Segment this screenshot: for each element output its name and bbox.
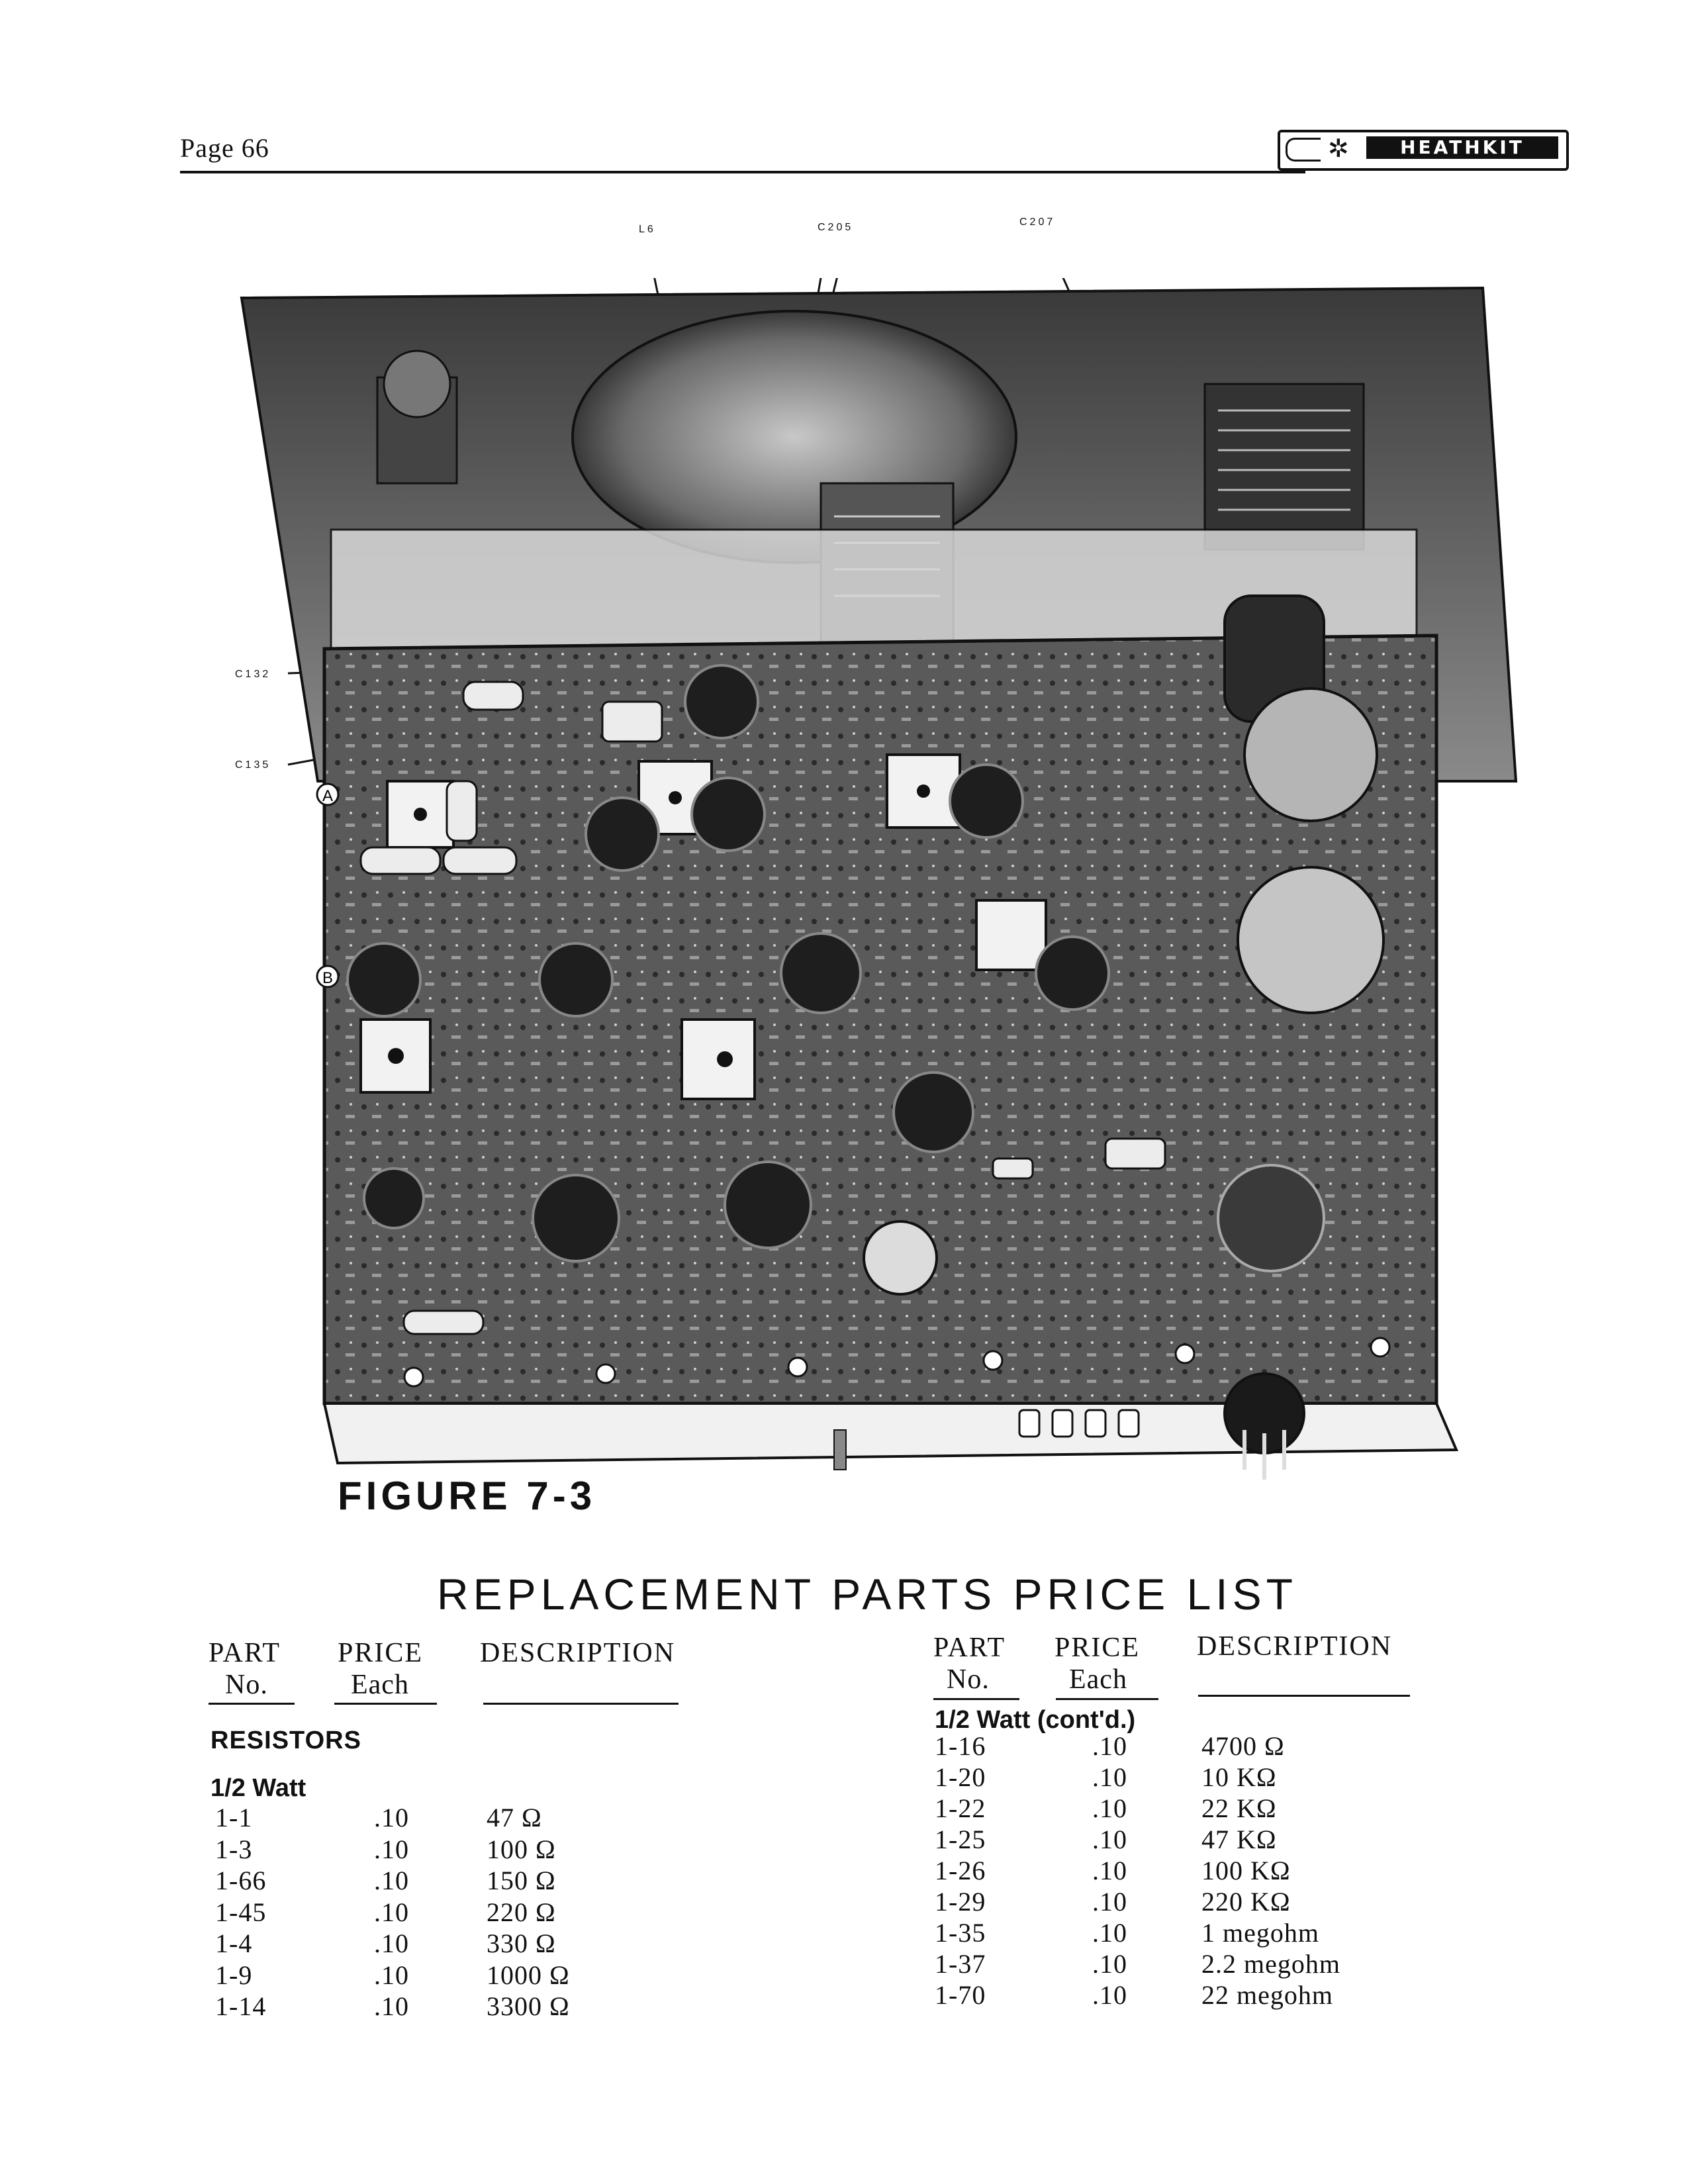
price-row-part: 1-35 <box>935 1918 986 1948</box>
price-row-part: 1-4 <box>215 1928 253 1958</box>
callout-c205: C205 <box>818 222 854 233</box>
price-row <box>0 1886 1688 1918</box>
price-row-description: 220 Ω <box>487 1897 556 1927</box>
price-row-price: .10 <box>1092 1949 1127 1979</box>
price-row-part: 1-37 <box>935 1949 986 1979</box>
price-row-description: 2.2 megohm <box>1201 1949 1340 1979</box>
left-col-price-header: PRICE <box>338 1638 424 1668</box>
price-row-part: 1-20 <box>935 1762 986 1792</box>
price-row <box>0 1731 1688 1762</box>
logo-bracket-icon <box>1286 138 1321 162</box>
logo-text: HEATHKIT <box>1366 136 1558 159</box>
price-row-price: .10 <box>374 1834 409 1864</box>
price-row-description: 22 KΩ <box>1201 1793 1277 1823</box>
right-col-part-header: PART <box>933 1633 1006 1663</box>
price-row-part: 1-25 <box>935 1825 986 1854</box>
price-row-description: 220 KΩ <box>1201 1887 1291 1917</box>
left-col-part-sub: No. <box>225 1670 268 1700</box>
price-row <box>0 1793 1688 1825</box>
figure-caption: FIGURE 7-3 <box>338 1474 596 1518</box>
right-col-price-header: PRICE <box>1055 1633 1141 1663</box>
right-price-underline <box>1056 1698 1158 1700</box>
price-row-part: 1-14 <box>215 1991 267 2021</box>
subsection-half-watt: 1/2 Watt <box>211 1774 306 1802</box>
left-part-underline <box>209 1703 295 1705</box>
price-row-description: 4700 Ω <box>1201 1731 1285 1761</box>
price-row-description: 47 Ω <box>487 1803 542 1832</box>
subsection-half-watt-contd: 1/2 Watt (cont'd.) <box>935 1706 1136 1734</box>
price-row-price: .10 <box>374 1803 409 1832</box>
callout-c207: C207 <box>1019 216 1056 228</box>
price-row <box>0 1979 1688 2011</box>
left-col-description-header: DESCRIPTION <box>480 1638 676 1668</box>
price-row-part: 1-29 <box>935 1887 986 1917</box>
price-row-price: .10 <box>1092 1762 1127 1792</box>
price-row-part: 1-1 <box>215 1803 253 1832</box>
price-row-description: 3300 Ω <box>487 1991 570 2021</box>
left-col-part-header: PART <box>209 1638 281 1668</box>
price-row <box>0 1824 1688 1856</box>
price-row-price: .10 <box>1092 1887 1127 1917</box>
price-row-description: 100 Ω <box>487 1834 556 1864</box>
price-row-price: .10 <box>374 1991 409 2021</box>
price-row-description: 10 KΩ <box>1201 1762 1277 1792</box>
price-row-part: 1-3 <box>215 1834 253 1864</box>
section-resistors: RESISTORS <box>211 1727 361 1754</box>
price-row-price: .10 <box>374 1866 409 1895</box>
chassis-photo <box>225 278 1523 1496</box>
price-row-price: .10 <box>1092 1856 1127 1885</box>
price-row-part: 1-16 <box>935 1731 986 1761</box>
price-list-title: REPLACEMENT PARTS PRICE LIST <box>437 1570 1297 1619</box>
price-row <box>0 1762 1688 1793</box>
price-row-price: .10 <box>1092 1980 1127 2010</box>
price-row-description: 100 KΩ <box>1201 1856 1291 1885</box>
callout-c132: C132 <box>235 669 271 680</box>
atom-icon: ✲ <box>1328 134 1349 163</box>
price-row-price: .10 <box>1092 1731 1127 1761</box>
price-row-part: 1-26 <box>935 1856 986 1885</box>
header-rule <box>180 171 1305 173</box>
heathkit-logo <box>1278 130 1569 171</box>
price-row-part: 1-9 <box>215 1960 253 1990</box>
callout-c135: C135 <box>235 759 271 771</box>
right-description-underline <box>1198 1695 1410 1697</box>
callout-l6: L6 <box>639 224 656 235</box>
page-number: Page 66 <box>180 133 269 163</box>
board-marker-a: A <box>322 787 334 805</box>
right-col-part-sub: No. <box>947 1664 990 1695</box>
price-row-part: 1-22 <box>935 1793 986 1823</box>
right-col-price-sub: Each <box>1069 1664 1127 1695</box>
left-description-underline <box>483 1703 679 1705</box>
price-row-description: 47 KΩ <box>1201 1825 1277 1854</box>
right-col-description-header: DESCRIPTION <box>1197 1631 1393 1662</box>
price-row-description: 330 Ω <box>487 1928 556 1958</box>
price-row-part: 1-70 <box>935 1980 986 2010</box>
price-row <box>0 1917 1688 1949</box>
price-row-description: 150 Ω <box>487 1866 556 1895</box>
price-row-description: 1 megohm <box>1201 1918 1319 1948</box>
price-row-price: .10 <box>1092 1793 1127 1823</box>
price-row-part: 1-45 <box>215 1897 267 1927</box>
left-price-underline <box>334 1703 437 1705</box>
price-row-price: .10 <box>1092 1918 1127 1948</box>
price-row-price: .10 <box>1092 1825 1127 1854</box>
right-part-underline <box>933 1698 1019 1700</box>
price-row-price: .10 <box>374 1897 409 1927</box>
price-row-description: 22 megohm <box>1201 1980 1333 2010</box>
price-row-description: 1000 Ω <box>487 1960 570 1990</box>
price-row <box>0 1855 1688 1887</box>
board-marker-b: B <box>322 969 334 987</box>
price-row-price: .10 <box>374 1928 409 1958</box>
price-row <box>0 1948 1688 1980</box>
price-row-price: .10 <box>374 1960 409 1990</box>
left-col-price-sub: Each <box>351 1670 409 1700</box>
price-row-part: 1-66 <box>215 1866 267 1895</box>
